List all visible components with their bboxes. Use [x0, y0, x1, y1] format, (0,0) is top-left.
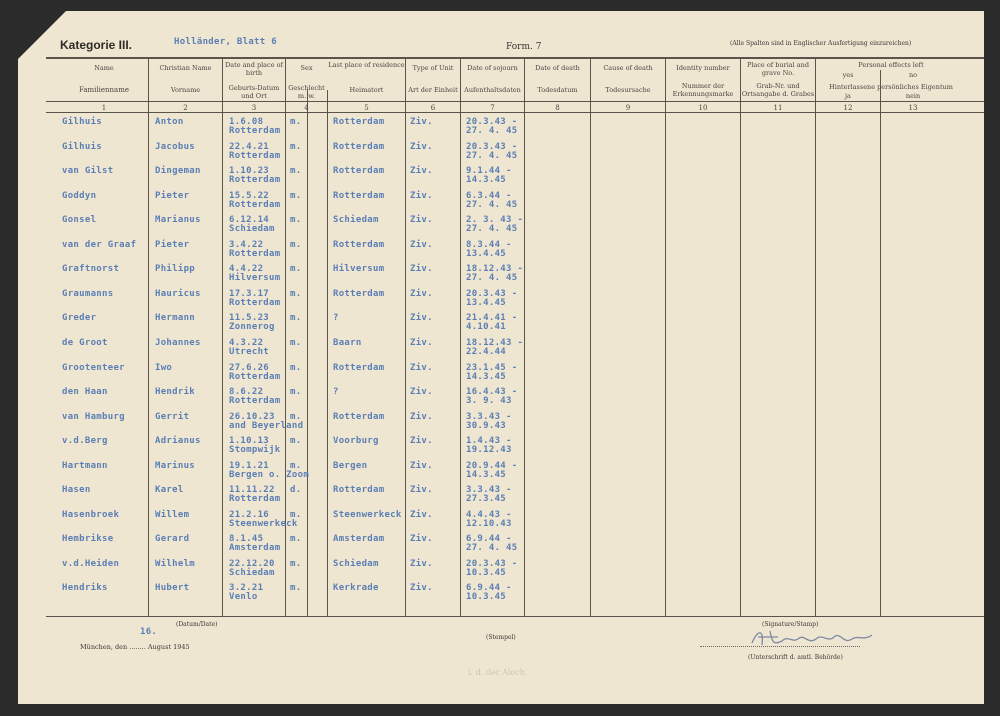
cell-name: Grootenteer [62, 362, 125, 373]
cell-sojourn-start: 4.4.43 - [466, 509, 512, 520]
cell-sojourn-end: 27. 4. 45 [466, 224, 518, 235]
form-subtitle: Holländer, Blatt 6 [174, 37, 277, 47]
cell-sojourn-end: 19.12.43 [466, 445, 512, 456]
cell-sojourn-start: 20.9.44 - [466, 460, 518, 471]
cell-sojourn-end: 14.3.45 [466, 469, 507, 480]
cell-birth-place: Venlo [229, 592, 258, 603]
cell-sojourn-start: 6.3.44 - [466, 190, 512, 201]
cell-sojourn-start: 18.12.43 - [466, 264, 524, 275]
cell-sojourn-start: 20.3.43 - [466, 288, 518, 299]
cell-sojourn-start: 8.3.44 - [466, 239, 512, 250]
cell-first-name: Gerard [155, 534, 190, 545]
col-number: 7 [490, 104, 495, 112]
cell-name: Hartmann [62, 460, 108, 471]
cell-birth-date: 8.1.45 [229, 534, 264, 545]
header-birth-de: Geburts-Datum und Ort [228, 84, 280, 100]
header-unit-de: Art der Einheit [408, 86, 458, 94]
cell-name: Greder [62, 313, 97, 324]
cell-residence: Amsterdam [333, 534, 385, 545]
cell-sojourn-end: 12.10.43 [466, 518, 512, 529]
cell-name: van Gilst [62, 166, 114, 177]
cell-sojourn-start: 2. 3. 43 - [466, 215, 524, 226]
cell-sojourn-start: 9.1.44 - [466, 166, 512, 177]
cell-name: v.d.Heiden [62, 558, 120, 569]
cell-sex: m. [290, 313, 302, 324]
cell-sojourn-start: 3.3.43 - [466, 485, 512, 496]
header-cause-de: Todesursache [605, 86, 651, 94]
cell-residence: Rotterdam [333, 141, 385, 152]
cell-residence: Rotterdam [333, 288, 385, 299]
cell-birth-place: Schiedam [229, 567, 275, 578]
cell-first-name: Hendrik [155, 387, 196, 398]
header-identity-en: Identity number [676, 64, 730, 72]
cell-residence: Bergen [333, 460, 368, 471]
cell-residence: Kerkrade [333, 583, 379, 594]
cell-unit: Ziv. [410, 239, 433, 250]
cell-birth-place: Rotterdam [229, 494, 281, 505]
cell-unit: Ziv. [410, 215, 433, 226]
header-effects-en: Personal effects left [858, 61, 924, 69]
col-number: 12 [843, 104, 853, 112]
cell-sex: m. [290, 166, 302, 177]
cell-first-name: Pieter [155, 190, 190, 201]
cell-first-name: Hubert [155, 583, 190, 594]
cell-sex: m. [290, 583, 302, 594]
numbers-rule [46, 112, 984, 113]
cell-residence: Schiedam [333, 558, 379, 569]
cell-residence: Steenwerkeck [333, 509, 402, 520]
cell-unit: Ziv. [410, 337, 433, 348]
cell-sex: m. [290, 264, 302, 275]
cell-first-name: Gerrit [155, 411, 190, 422]
cell-sojourn-start: 20.3.43 - [466, 141, 518, 152]
cell-birth-place: Rotterdam [229, 150, 281, 161]
cell-name: Gilhuis [62, 117, 103, 127]
cell-sojourn-end: 27.3.45 [466, 494, 507, 505]
cell-sex: m. [290, 411, 302, 422]
cell-first-name: Pieter [155, 239, 190, 250]
cell-birth-date: 1.10.13 [229, 436, 270, 447]
header-death-en: Date of death [535, 64, 580, 72]
cell-unit: Ziv. [410, 411, 433, 422]
cell-birth-place: and Beyerland [229, 420, 304, 431]
cell-birth-place: Stompwijk [229, 445, 281, 456]
cell-unit: Ziv. [410, 583, 433, 594]
cell-birth-place: Zonnerog [229, 322, 275, 333]
cell-sojourn-end: 14.3.45 [466, 175, 507, 186]
footer-sign-sub: (Unterschrift d. amtl. Behörde) [748, 654, 843, 661]
cell-residence: ? [333, 313, 339, 324]
cell-sojourn-start: 18.12.43 - [466, 337, 524, 348]
cell-birth-date: 8.6.22 [229, 387, 264, 398]
cell-name: Graftnorst [62, 264, 120, 275]
cell-birth-date: 4.3.22 [229, 337, 264, 348]
cell-unit: Ziv. [410, 264, 433, 275]
cell-sojourn-end: 3. 9. 43 [466, 396, 512, 407]
cell-unit: Ziv. [410, 558, 433, 569]
cell-birth-place: Schiedam [229, 224, 275, 235]
cell-sojourn-start: 1.4.43 - [466, 436, 512, 447]
header-effects-no: no [908, 71, 918, 79]
cell-birth-place: Steenwerkeck [229, 518, 298, 529]
header-identity-de: Nummer der Erkennungsmarke [672, 82, 734, 98]
cell-sojourn-end: 27. 4. 45 [466, 126, 518, 136]
cell-birth-place: Amsterdam [229, 543, 281, 554]
cell-birth-place: Rotterdam [229, 396, 281, 407]
cell-residence: Rotterdam [333, 411, 385, 422]
col-number: 11 [773, 104, 783, 112]
cell-name: Hendriks [62, 583, 108, 594]
footer-place-date: München, den ........ August 1945 [80, 643, 190, 651]
cell-residence: Baarn [333, 337, 362, 348]
col-number: 6 [430, 104, 436, 112]
cell-unit: Ziv. [410, 141, 433, 152]
cell-sojourn-start: 6.9.44 - [466, 534, 512, 545]
col-number: 5 [364, 104, 369, 112]
cell-birth-date: 3.2.21 [229, 583, 264, 594]
cell-sojourn-end: 4.10.41 [466, 322, 507, 333]
cell-birth-place: Rotterdam [229, 175, 281, 186]
cell-residence: Rotterdam [333, 485, 385, 496]
header-burial-en: Place of burial and grave No. [746, 61, 810, 77]
cell-name: Gilhuis [62, 141, 103, 152]
col-number: 13 [908, 104, 918, 112]
footer-date-label: (Datum/Date) [176, 621, 218, 628]
col-number: 10 [698, 104, 708, 112]
cell-birth-date: 22.12.20 [229, 558, 275, 569]
header-effects-yes: yes [842, 71, 854, 79]
cell-sex: m. [290, 509, 302, 520]
cell-name: Gonsel [62, 215, 97, 226]
signature-image [748, 625, 878, 653]
header-first-en: Christian Name [159, 64, 212, 72]
cell-sojourn-end: 27. 4. 45 [466, 273, 518, 284]
col-number: 2 [183, 104, 188, 112]
header-sex-en: Sex [300, 64, 313, 72]
form-number: Form. 7 [506, 42, 542, 52]
cell-sojourn-end: 13.4.45 [466, 248, 507, 259]
cell-birth-date: 3.4.22 [229, 239, 264, 250]
cell-unit: Ziv. [410, 117, 433, 127]
cell-birth-place: Rotterdam [229, 297, 281, 308]
header-burial-de: Grab-Nr. und Ortsangabe d. Grabes [741, 82, 815, 98]
footer-sign-label: (Signature/Stamp) [762, 621, 819, 628]
cell-sex: m. [290, 190, 302, 201]
header-sex-de: Geschlecht [288, 84, 325, 92]
cell-name: Hembrikse [62, 534, 114, 545]
cell-sojourn-start: 6.9.44 - [466, 583, 512, 594]
cell-birth-place: Rotterdam [229, 126, 281, 136]
cell-birth-date: 1.10.23 [229, 166, 270, 177]
cell-residence: Hilversum [333, 264, 385, 275]
cell-first-name: Iwo [155, 362, 173, 373]
cell-first-name: Johannes [155, 337, 201, 348]
cell-sex: m. [290, 387, 302, 398]
cell-sojourn-start: 3.3.43 - [466, 411, 512, 422]
cell-birth-date: 1.6.08 [229, 117, 264, 127]
cell-unit: Ziv. [410, 534, 433, 545]
cell-residence: ? [333, 387, 339, 398]
cell-birth-place: Rotterdam [229, 371, 281, 382]
cell-sex: m. [290, 362, 302, 373]
cell-name: Goddyn [62, 190, 97, 201]
cell-name: Graumanns [62, 288, 114, 299]
cell-unit: Ziv. [410, 190, 433, 201]
cell-unit: Ziv. [410, 460, 433, 471]
cell-first-name: Anton [155, 117, 184, 127]
cell-sojourn-end: 10.3.45 [466, 592, 507, 603]
cell-sojourn-end: 27. 4. 45 [466, 543, 518, 554]
cell-first-name: Willem [155, 509, 190, 520]
header-effects-ja: ja [845, 92, 851, 100]
cell-name: v.d.Berg [62, 436, 108, 447]
cell-sojourn-end: 27. 4. 45 [466, 150, 518, 161]
cell-first-name: Hermann [155, 313, 196, 324]
cell-birth-date: 27.6.26 [229, 362, 270, 373]
cell-residence: Schiedam [333, 215, 379, 226]
cell-birth-date: 11.5.23 [229, 313, 270, 324]
cell-first-name: Marianus [155, 215, 201, 226]
cell-name: Hasen [62, 485, 91, 496]
cell-first-name: Marinus [155, 460, 196, 471]
cell-birth-date: 26.10.23 [229, 411, 275, 422]
header-effects-nein: nein [905, 92, 921, 100]
cell-residence: Rotterdam [333, 190, 385, 201]
cell-sex: m. [290, 337, 302, 348]
cell-birth-place: Utrecht [229, 346, 270, 357]
col-number: 1 [101, 104, 107, 112]
cell-sojourn-end: 14.3.45 [466, 371, 507, 382]
cell-first-name: Wilhelm [155, 558, 196, 569]
table-top-rule [46, 57, 984, 59]
cell-sex: m. [290, 534, 302, 545]
cell-birth-date: 15.5.22 [229, 190, 270, 201]
header-cause-en: Cause of death [603, 64, 653, 72]
cell-name: van der Graaf [62, 239, 137, 250]
cell-birth-date: 4.4.22 [229, 264, 264, 275]
cell-birth-place: Bergen o. Zoom [229, 469, 310, 480]
cell-sex: m. [290, 460, 302, 471]
cell-residence: Rotterdam [333, 239, 385, 250]
cell-sex: m. [290, 436, 302, 447]
col-number: 8 [555, 104, 560, 112]
header-death-de: Todesdatum [537, 86, 578, 94]
cell-first-name: Dingeman [155, 166, 201, 177]
cell-residence: Voorburg [333, 436, 379, 447]
header-name-en: Name [94, 64, 114, 72]
header-rule [46, 101, 984, 102]
cell-name: Hasenbroek [62, 509, 120, 520]
cell-unit: Ziv. [410, 288, 433, 299]
table-bottom-rule [46, 616, 984, 617]
faint-note: i. d. der Aloch. [468, 668, 528, 677]
cell-unit: Ziv. [410, 485, 433, 496]
cell-birth-date: 21.2.16 [229, 509, 270, 520]
cell-sex: d. [290, 485, 302, 496]
cell-sojourn-start: 16.4.43 - [466, 387, 518, 398]
cell-first-name: Hauricus [155, 288, 201, 299]
cell-sex: m. [290, 239, 302, 250]
header-residence-en: Last place of residence [328, 61, 405, 69]
cell-birth-date: 22.4.21 [229, 141, 270, 152]
cell-sojourn-start: 21.4.41 - [466, 313, 518, 324]
cell-birth-place: Rotterdam [229, 199, 281, 210]
header-name-de: Familienname [78, 86, 130, 94]
header-residence-de: Heimatort [349, 86, 384, 94]
header-effects-de: Hinterlassene persönliches Eigentum [829, 83, 953, 91]
cell-birth-date: 11.11.22 [229, 485, 275, 496]
header-sojourn-de: Aufenthaltsdaten [464, 86, 521, 94]
cell-birth-date: 19.1.21 [229, 460, 270, 471]
header-unit-en: Type of Unit [412, 64, 454, 72]
header-first-de: Vorname [170, 86, 201, 94]
cell-name: de Groot [62, 337, 108, 348]
cell-sex: m. [290, 558, 302, 569]
cell-sojourn-end: 13.4.45 [466, 297, 507, 308]
cell-birth-place: Hilversum [229, 273, 281, 284]
cell-unit: Ziv. [410, 166, 433, 177]
cell-residence: Rotterdam [333, 362, 385, 373]
header-sojourn-en: Date of sojourn [467, 64, 518, 72]
col-number: 9 [625, 104, 631, 112]
header-birth-en: Date and place of birth [225, 61, 283, 77]
cell-sex: m. [290, 117, 302, 127]
cell-first-name: Adrianus [155, 436, 201, 447]
form-title: Kategorie III. [60, 38, 133, 52]
table-row [0, 583, 1000, 611]
cell-sex: m. [290, 215, 302, 226]
cell-unit: Ziv. [410, 362, 433, 373]
cell-unit: Ziv. [410, 436, 433, 447]
cell-residence: Rotterdam [333, 166, 385, 177]
cell-unit: Ziv. [410, 313, 433, 324]
cell-sojourn-end: 27. 4. 45 [466, 199, 518, 210]
cell-birth-place: Rotterdam [229, 248, 281, 259]
cell-sojourn-start: 20.3.43 - [466, 558, 518, 569]
footer-stamp-label: (Stempel) [486, 634, 516, 641]
cell-sojourn-end: 30.9.43 [466, 420, 507, 431]
cell-unit: Ziv. [410, 509, 433, 520]
header-sex-mw: m. w. [297, 92, 316, 100]
cell-first-name: Karel [155, 485, 184, 496]
cell-birth-date: 17.3.17 [229, 288, 270, 299]
cell-first-name: Jacobus [155, 141, 196, 152]
cell-unit: Ziv. [410, 387, 433, 398]
form-note: (Alle Spalten sind in Englischer Ausfertigung einzureichen) [730, 40, 912, 47]
footer-day: 16. [140, 627, 158, 637]
cell-sojourn-start: 23.1.45 - [466, 362, 518, 373]
cell-first-name: Philipp [155, 264, 196, 275]
cell-residence: Rotterdam [333, 117, 385, 127]
cell-sojourn-end: 10.3.45 [466, 567, 507, 578]
cell-birth-date: 6.12.14 [229, 215, 270, 226]
cell-sex: m. [290, 141, 302, 152]
col-number: 3 [251, 104, 257, 112]
cell-name: den Haan [62, 387, 108, 398]
cell-sojourn-start: 20.3.43 - [466, 117, 518, 127]
cell-name: van Hamburg [62, 411, 125, 422]
cell-sex: m. [290, 288, 302, 299]
cell-sojourn-end: 22.4.44 [466, 346, 507, 357]
col-number: 4 [304, 104, 309, 112]
